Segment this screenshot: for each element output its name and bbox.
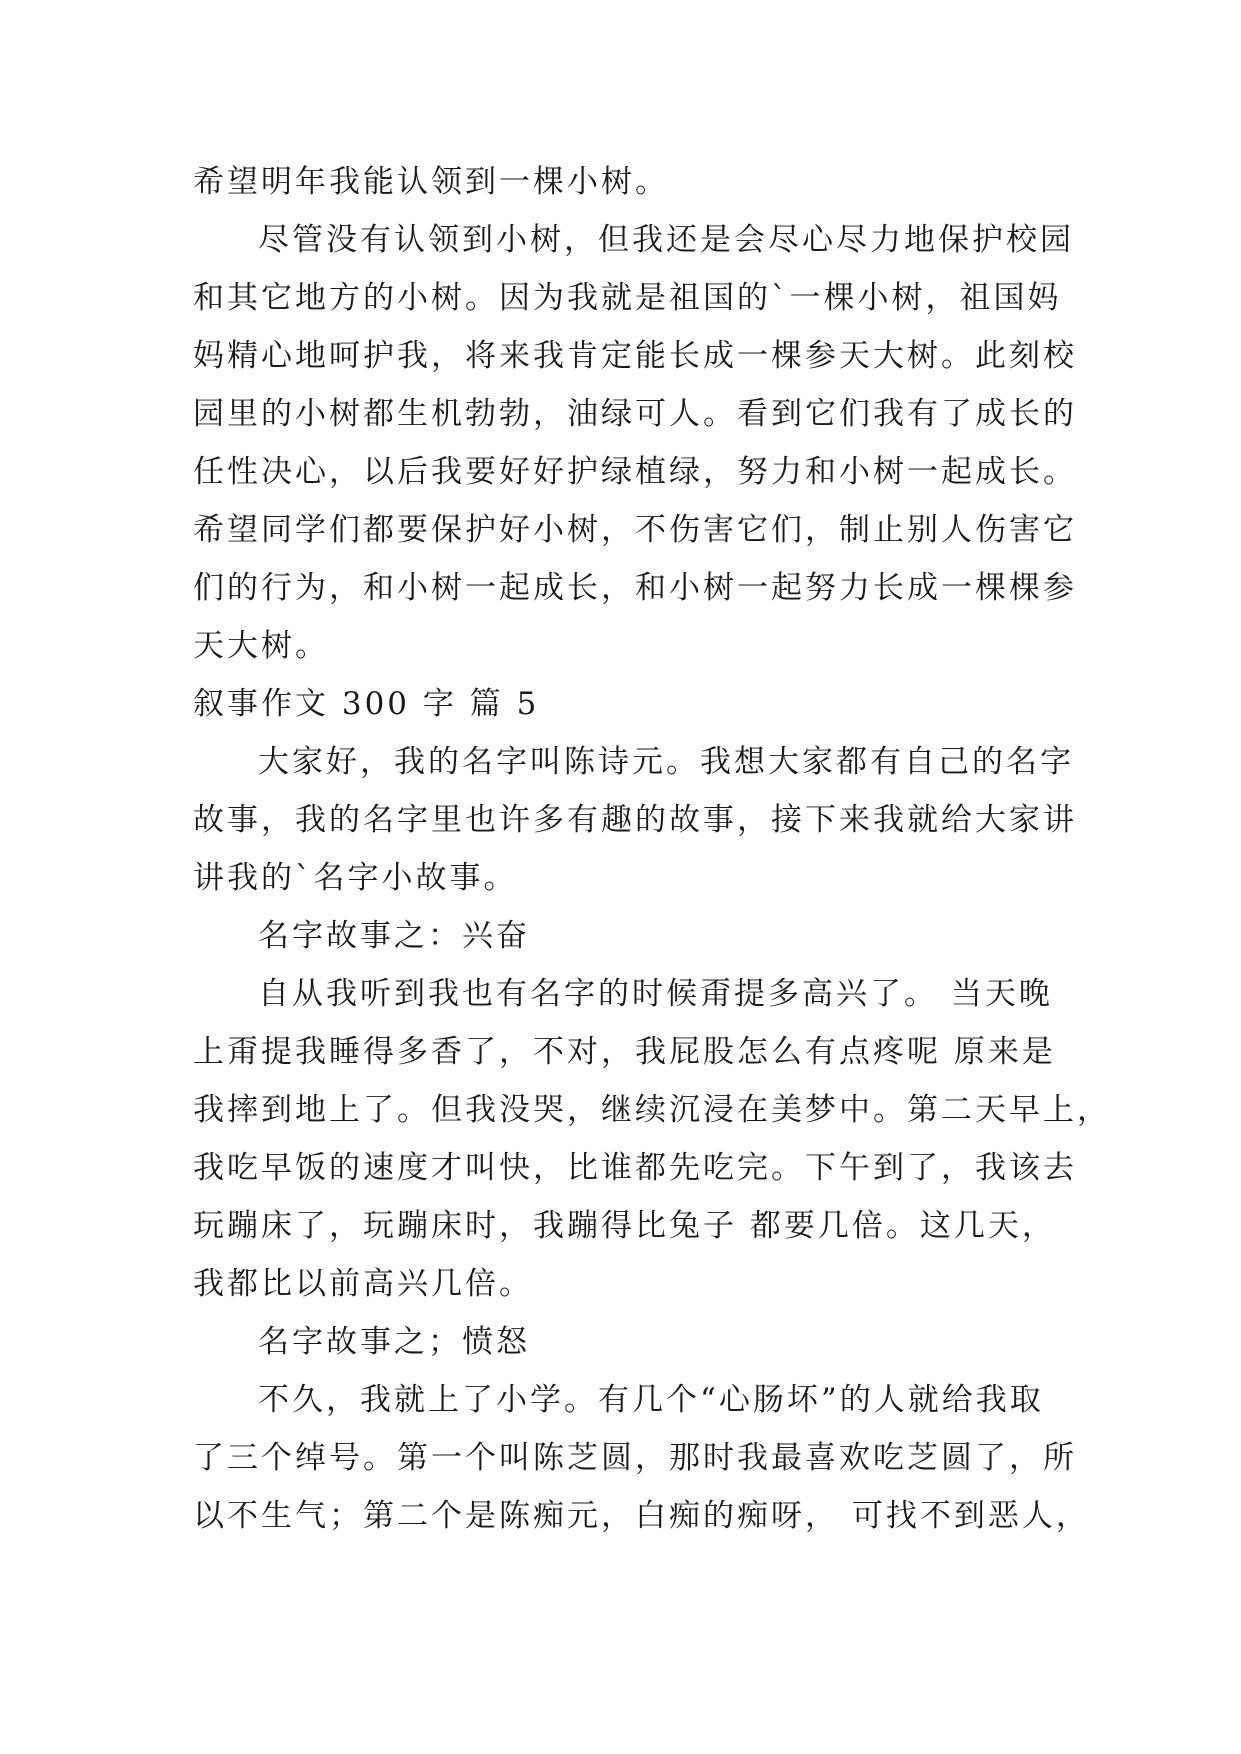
text-line: 我摔到地上了。但我没哭，继续沉浸在美梦中。第二天早上，: [193, 1092, 1111, 1128]
text-line: 希望明年我能认领到一棵小树。: [193, 164, 669, 200]
section-heading: 叙事作文 300 字 篇 5: [193, 686, 540, 722]
text-line: 讲我的`名字小故事。: [193, 860, 518, 896]
sub-heading: 名字故事之；愤怒: [258, 1324, 530, 1360]
text-line: 以不生气；第二个是陈痴元，白痴的痴呀， 可找不到恶人，: [193, 1498, 1090, 1534]
sub-heading: 名字故事之：兴奋: [258, 918, 530, 954]
text-line: 故事，我的名字里也许多有趣的故事，接下来我就给大家讲: [193, 802, 1077, 838]
text-line: 希望同学们都要保护好小树，不伤害它们，制止别人伤害它: [193, 512, 1077, 548]
text-line: 我吃早饭的速度才叫快，比谁都先吃完。下午到了，我该去: [193, 1150, 1077, 1186]
text-line: 了三个绰号。第一个叫陈芝圆，那时我最喜欢吃芝圆了，所: [193, 1440, 1077, 1476]
text-line: 不久，我就上了小学。有几个“心肠坏”的人就给我取: [258, 1382, 1044, 1418]
text-line: 任性决心，以后我要好好护绿植绿，努力和小树一起成长。: [193, 454, 1077, 490]
text-line: 天大树。: [193, 628, 329, 664]
text-line: 和其它地方的小树。因为我就是祖国的`一棵小树，祖国妈: [193, 280, 1062, 316]
text-line: 尽管没有认领到小树，但我还是会尽心尽力地保护校园: [258, 222, 1074, 258]
text-line: 大家好，我的名字叫陈诗元。我想大家都有自己的名字: [258, 744, 1074, 780]
text-line: 园里的小树都生机勃勃，油绿可人。看到它们我有了成长的: [193, 396, 1077, 432]
text-line: 们的行为，和小树一起成长，和小树一起努力长成一棵棵参: [193, 570, 1077, 606]
text-line: 上甭提我睡得多香了，不对，我屁股怎么有点疼呢 原来是: [193, 1034, 1056, 1070]
text-line: 自从我听到我也有名字的时候甭提多高兴了。 当天晚: [258, 976, 1053, 1012]
text-line: 玩蹦床了，玩蹦床时，我蹦得比兔子 都要几倍。这几天，: [193, 1208, 1056, 1244]
text-line: 妈精心地呵护我，将来我肯定能长成一棵参天大树。此刻校: [193, 338, 1077, 374]
text-line: 我都比以前高兴几倍。: [193, 1266, 533, 1302]
